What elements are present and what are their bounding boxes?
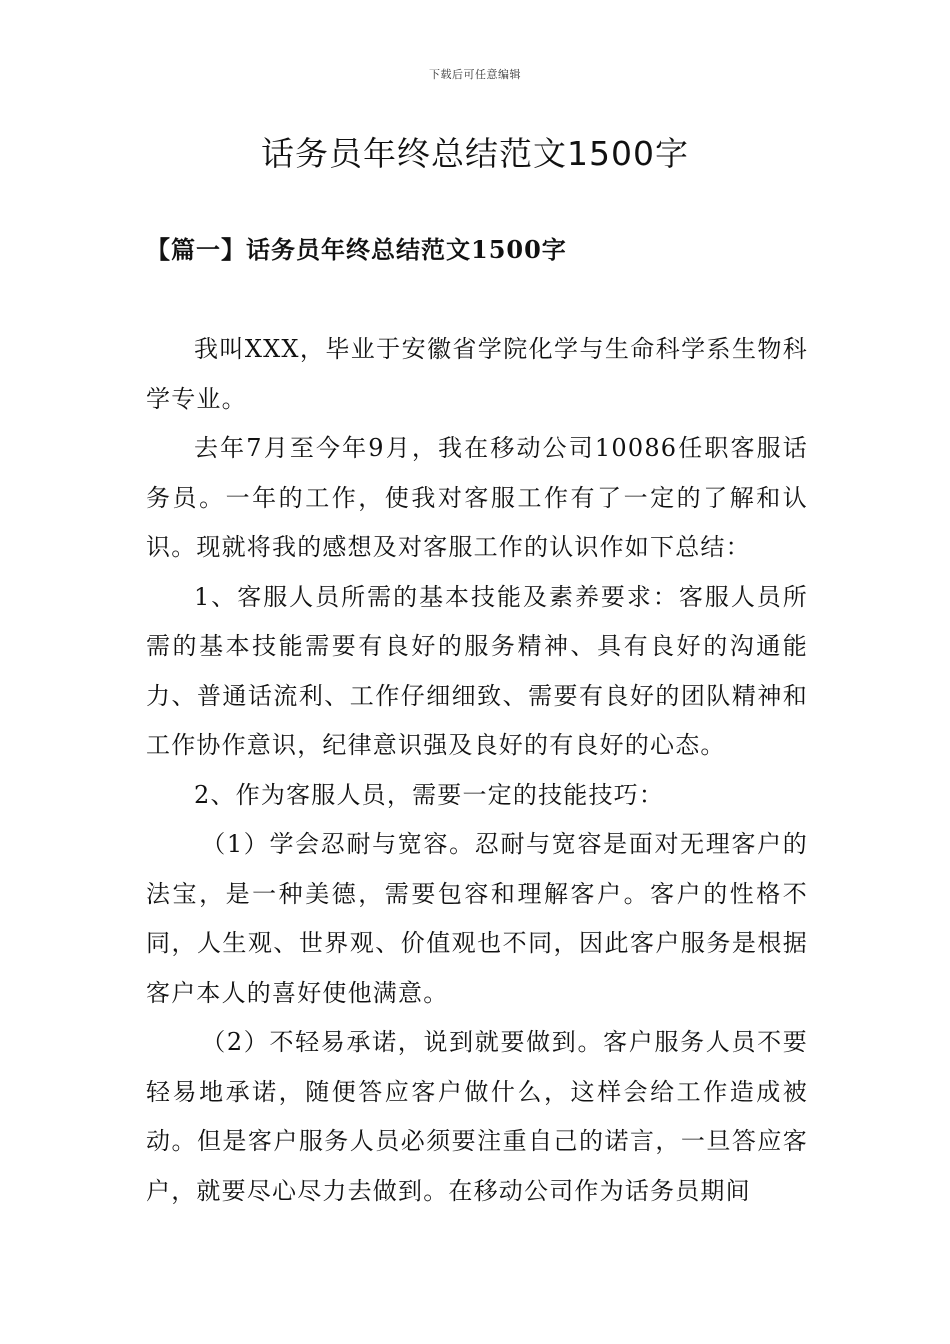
document-title: 话务员年终总结范文1500字 bbox=[261, 134, 689, 173]
paragraph-patience: （1）学会忍耐与宽容。忍耐与宽容是面对无理客户的法宝，是一种美德，需要包容和理解客户。客户的性格不同，人生观、世界观、价值观也不同，因此客户服务是根据客户本人的喜好使他满意。 bbox=[146, 830, 808, 1007]
paragraph-employment: 去年7月至今年9月，我在移动公司10086任职客服话务员。一年的工作，使我对客服工作有了一定的了解和认识。现就将我的感想及对客服工作的认识作如下总结： bbox=[146, 434, 808, 561]
section-heading: 【篇一】话务员年终总结范文1500字 bbox=[146, 235, 567, 264]
paragraph-techniques-intro: 2、作为客服人员，需要一定的技能技巧： bbox=[194, 780, 665, 809]
paragraph-basic-skills: 1、客服人员所需的基本技能及素养要求：客服人员所需的基本技能需要有良好的服务精神、具有良好的沟通能力、普通话流利、工作仔细细致、需要有良好的团队精神和工作协作意识，纪律意识强及良好的有良好的心态。 bbox=[146, 582, 808, 759]
paragraph-intro: 我叫XXX，毕业于安徽省学院化学与生命科学系生物科学专业。 bbox=[146, 335, 808, 413]
paragraph-promise: （2）不轻易承诺，说到就要做到。客户服务人员不要轻易地承诺，随便答应客户做什么，这样会给工作造成被动。但是客户服务人员必须要注重自己的诺言，一旦答应客户，就要尽心尽力去做到。在移动公司作为话务员期间 bbox=[146, 1028, 808, 1205]
header-note: 下载后可任意编辑 bbox=[429, 68, 521, 81]
document-body bbox=[146, 325, 808, 1216]
